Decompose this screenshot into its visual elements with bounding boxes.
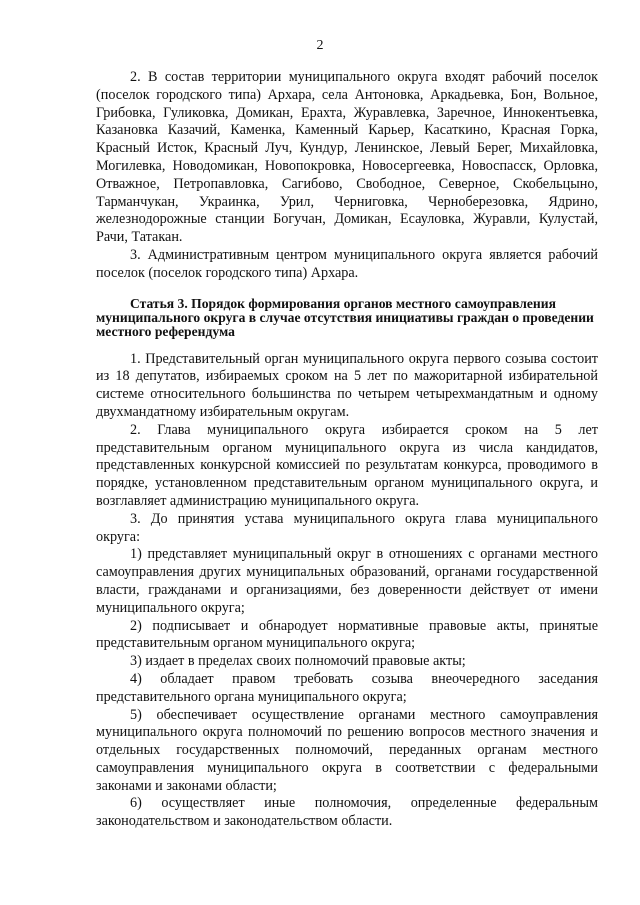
paragraph-territory: 2. В состав территории муниципального округа входят рабочий поселок (поселок городского типа) Архара, села Антоновка, Аркадьевка, Бон, Вольное, Грибовка, Гуликовка, Домикан, Ерахта, Журавлевка, Заречное, Иннокентьевка, Казановка Казачий, Каменка, Каменный Карьер, Касаткино, Красная Горка, Красный Исток, Красный Луч, Кундур, Ленинское, Левый Берег, Михайловка, Могилевка, Новодомикан, Новопокровка, Новосергеевка, Новоспасск, Орловка, Отважное, Петропавловка, Сагибово, Свободное, Северное, Скобельцыно, Тарманчукан, Украинка, Урил, Черниговка, Черноберезовка, Ядрино, железнодорожные станции Богучан, Домикан, Есауловка, Журавли, Кулустай, Рачи, Татакан. xyxy=(96,69,598,246)
list-item: 1) представляет муниципальный округ в отношениях с органами местного самоуправления других муниципальных образований, органами государственной власти, гражданами и организациями, без доверенности действует от имени муниципального округа; xyxy=(96,546,598,616)
paragraph-admin-center: 3. Административным центром муниципального округа является рабочий поселок (поселок городского типа) Архара. xyxy=(96,246,598,281)
list-item: 3) издает в пределах своих полномочий правовые акты; xyxy=(130,653,466,670)
document-body xyxy=(96,69,598,831)
list-item: 5) обеспечивает осуществление органами местного самоуправления муниципального округа полномочий по решению вопросов местного значения и отдельных государственных полномочий, переданных органам местного самоуправления муниципального округа в соответствии с федеральными законами и законами области; xyxy=(96,706,598,794)
article-title: Порядок формирования органов местного самоуправления муниципального округа в случае отсутствия инициативы граждан о проведении местного референдума xyxy=(96,295,594,339)
list-item: 4) обладает правом требовать созыва внеочередного заседания представительного органа муниципального округа; xyxy=(96,670,598,705)
list-item: 2) подписывает и обнародует нормативные правовые акты, принятые представительным органом муниципального округа; xyxy=(96,617,598,652)
paragraph-item: 1. Представительный орган муниципального округа первого созыва состоит из 18 депутатов, избираемых сроком на 5 лет по мажоритарной избирательной системе относительного большинства по четырем четырехмандатным и одному двухмандатному избирательным округам. xyxy=(96,350,598,420)
article-label: Статья 3. xyxy=(130,295,188,311)
paragraph-item: 2. Глава муниципального округа избирается сроком на 5 лет представительным органом муниципального округа из числа кандидатов, представленных конкурсной комиссией по результатам конкурса, проводимого в порядке, установленном представительным органом муниципального округа, и возглавляет администрацию муниципального округа. xyxy=(96,421,598,509)
paragraph-item: 3. До принятия устава муниципального округа глава муниципального округа: xyxy=(96,510,598,545)
article-heading xyxy=(96,297,598,339)
list-item: 6) осуществляет иные полномочия, определенные федеральным законодательством и законодательством области. xyxy=(96,795,598,830)
page-number: 2 xyxy=(316,38,324,53)
